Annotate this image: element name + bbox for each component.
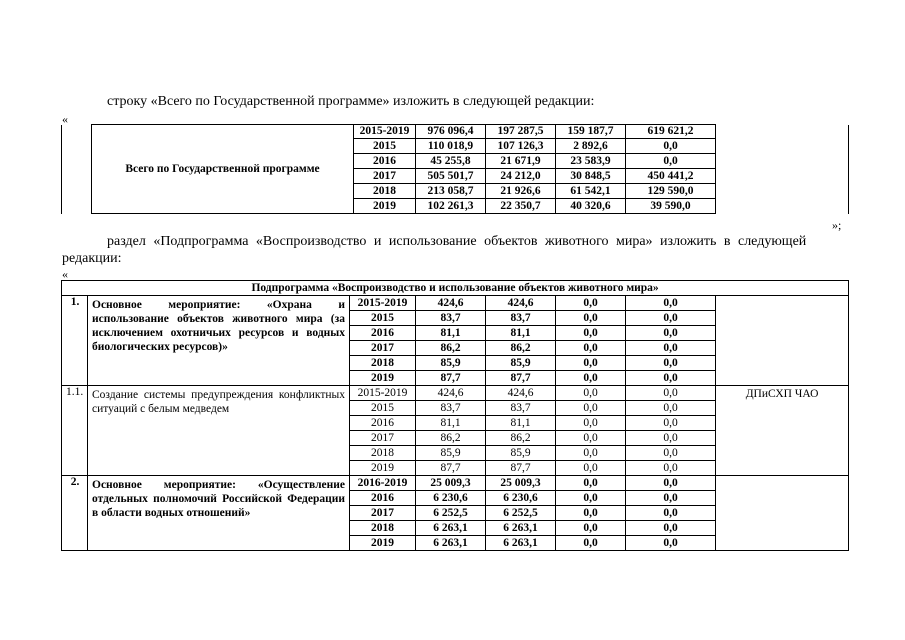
value-cell: 450 441,2: [626, 169, 716, 184]
value-cell: 0,0: [556, 521, 626, 536]
value-cell: 0,0: [626, 461, 716, 476]
value-cell: 86,2: [416, 341, 486, 356]
subprogram-table: [61, 280, 849, 551]
period-cell: 2016: [350, 326, 416, 341]
empty-cell: [62, 125, 92, 214]
value-cell: 81,1: [416, 416, 486, 431]
open-quote: «: [62, 112, 68, 126]
close-quote: »;: [832, 218, 842, 232]
value-cell: 0,0: [626, 506, 716, 521]
value-cell: 22 350,7: [486, 199, 556, 214]
value-cell: 87,7: [486, 371, 556, 386]
value-cell: 6 263,1: [416, 521, 486, 536]
period-cell: 2018: [354, 184, 416, 199]
period-cell: 2015-2019: [350, 296, 416, 311]
value-cell: 61 542,1: [556, 184, 626, 199]
period-cell: 2017: [350, 431, 416, 446]
value-cell: 0,0: [626, 326, 716, 341]
value-cell: 0,0: [626, 154, 716, 169]
table-caption-row: [62, 281, 849, 296]
value-cell: 83,7: [486, 401, 556, 416]
section-paragraph-line2: редакции:: [62, 251, 122, 266]
value-cell: 83,7: [416, 401, 486, 416]
value-cell: 110 018,9: [416, 139, 486, 154]
open-quote: «: [62, 267, 68, 281]
value-cell: 86,2: [416, 431, 486, 446]
table-row: [62, 296, 849, 311]
value-cell: 6 263,1: [486, 536, 556, 551]
value-cell: 6 252,5: [486, 506, 556, 521]
period-cell: 2019: [350, 461, 416, 476]
value-cell: 40 320,6: [556, 199, 626, 214]
item-label: Создание системы предупреждения конфликтных ситуаций с белым медведем: [88, 386, 350, 476]
value-cell: 0,0: [556, 311, 626, 326]
value-cell: 0,0: [626, 536, 716, 551]
value-cell: 0,0: [626, 491, 716, 506]
total-table-body: [62, 125, 849, 214]
table-caption: Подпрограмма «Воспроизводство и использование объектов животного мира»: [62, 281, 849, 296]
value-cell: 25 009,3: [416, 476, 486, 491]
value-cell: 0,0: [626, 356, 716, 371]
value-cell: 0,0: [626, 341, 716, 356]
period-cell: 2019: [350, 536, 416, 551]
value-cell: 21 926,6: [486, 184, 556, 199]
period-cell: 2015: [354, 139, 416, 154]
intro-paragraph: строку «Всего по Государственной программе» изложить в следующей редакции:: [107, 94, 595, 109]
table-row: [62, 125, 849, 139]
value-cell: 102 261,3: [416, 199, 486, 214]
value-cell: 85,9: [416, 356, 486, 371]
value-cell: 0,0: [626, 416, 716, 431]
value-cell: 424,6: [486, 386, 556, 401]
value-cell: 25 009,3: [486, 476, 556, 491]
executor-cell: ДПиСХП ЧАО: [716, 386, 849, 476]
value-cell: 0,0: [556, 476, 626, 491]
value-cell: 0,0: [556, 401, 626, 416]
value-cell: 0,0: [626, 311, 716, 326]
value-cell: 23 583,9: [556, 154, 626, 169]
value-cell: 0,0: [626, 296, 716, 311]
value-cell: 6 263,1: [486, 521, 556, 536]
value-cell: 0,0: [556, 536, 626, 551]
value-cell: 0,0: [556, 416, 626, 431]
value-cell: 6 263,1: [416, 536, 486, 551]
value-cell: 0,0: [626, 521, 716, 536]
item-label: Основное мероприятие: «Охрана и использование объектов животного мира (за исключением охотничьих ресурсов и водных биологических ресурсов)»: [88, 296, 350, 386]
value-cell: 0,0: [626, 446, 716, 461]
value-cell: 0,0: [626, 401, 716, 416]
value-cell: 0,0: [556, 341, 626, 356]
period-cell: 2018: [350, 446, 416, 461]
value-cell: 30 848,5: [556, 169, 626, 184]
value-cell: 0,0: [556, 491, 626, 506]
period-cell: 2017: [350, 506, 416, 521]
period-cell: 2015-2019: [354, 125, 416, 139]
value-cell: 0,0: [556, 386, 626, 401]
value-cell: 81,1: [416, 326, 486, 341]
value-cell: 619 621,2: [626, 125, 716, 139]
value-cell: 0,0: [556, 506, 626, 521]
value-cell: 85,9: [416, 446, 486, 461]
executor-cell: [716, 476, 849, 551]
value-cell: 107 126,3: [486, 139, 556, 154]
item-number: 2.: [62, 476, 88, 551]
value-cell: 6 230,6: [416, 491, 486, 506]
value-cell: 0,0: [556, 371, 626, 386]
value-cell: 21 671,9: [486, 154, 556, 169]
subprogram-table-body: [62, 281, 849, 551]
value-cell: 424,6: [416, 386, 486, 401]
value-cell: 213 058,7: [416, 184, 486, 199]
value-cell: 0,0: [556, 431, 626, 446]
period-cell: 2016-2019: [350, 476, 416, 491]
value-cell: 87,7: [486, 461, 556, 476]
value-cell: 424,6: [416, 296, 486, 311]
value-cell: 86,2: [486, 431, 556, 446]
value-cell: 83,7: [486, 311, 556, 326]
period-cell: 2018: [350, 356, 416, 371]
value-cell: 86,2: [486, 341, 556, 356]
table-row: [62, 476, 849, 491]
value-cell: 0,0: [556, 446, 626, 461]
value-cell: 81,1: [486, 416, 556, 431]
period-cell: 2015: [350, 311, 416, 326]
executor-cell: [716, 296, 849, 386]
item-label: Основное мероприятие: «Осуществление отдельных полномочий Российской Федерации в области водных отношений»: [88, 476, 350, 551]
value-cell: 24 212,0: [486, 169, 556, 184]
value-cell: 976 096,4: [416, 125, 486, 139]
period-cell: 2019: [354, 199, 416, 214]
period-cell: 2017: [354, 169, 416, 184]
period-cell: 2018: [350, 521, 416, 536]
value-cell: 0,0: [626, 371, 716, 386]
value-cell: 45 255,8: [416, 154, 486, 169]
item-number: 1.: [62, 296, 88, 386]
value-cell: 87,7: [416, 461, 486, 476]
period-cell: 2016: [350, 491, 416, 506]
value-cell: 83,7: [416, 311, 486, 326]
value-cell: 0,0: [626, 386, 716, 401]
value-cell: 159 187,7: [556, 125, 626, 139]
total-table: [61, 124, 849, 214]
value-cell: 129 590,0: [626, 184, 716, 199]
value-cell: 81,1: [486, 326, 556, 341]
section-paragraph-line1: раздел «Подпрограмма «Воспроизводство и использование объектов животного мира» изложить в следующей: [107, 234, 807, 249]
period-cell: 2019: [350, 371, 416, 386]
value-cell: 39 590,0: [626, 199, 716, 214]
value-cell: 0,0: [626, 139, 716, 154]
empty-cell: [716, 125, 849, 214]
value-cell: 505 501,7: [416, 169, 486, 184]
row-label: Всего по Государственной программе: [92, 125, 354, 214]
value-cell: 0,0: [556, 461, 626, 476]
value-cell: 87,7: [416, 371, 486, 386]
value-cell: 0,0: [556, 356, 626, 371]
value-cell: 85,9: [486, 446, 556, 461]
value-cell: 2 892,6: [556, 139, 626, 154]
period-cell: 2017: [350, 341, 416, 356]
value-cell: 6 252,5: [416, 506, 486, 521]
value-cell: 0,0: [556, 296, 626, 311]
value-cell: 0,0: [626, 476, 716, 491]
value-cell: 197 287,5: [486, 125, 556, 139]
period-cell: 2016: [354, 154, 416, 169]
value-cell: 424,6: [486, 296, 556, 311]
item-number: 1.1.: [62, 386, 88, 476]
value-cell: 6 230,6: [486, 491, 556, 506]
period-cell: 2015-2019: [350, 386, 416, 401]
value-cell: 85,9: [486, 356, 556, 371]
table-row: [62, 386, 849, 401]
value-cell: 0,0: [556, 326, 626, 341]
period-cell: 2015: [350, 401, 416, 416]
period-cell: 2016: [350, 416, 416, 431]
value-cell: 0,0: [626, 431, 716, 446]
